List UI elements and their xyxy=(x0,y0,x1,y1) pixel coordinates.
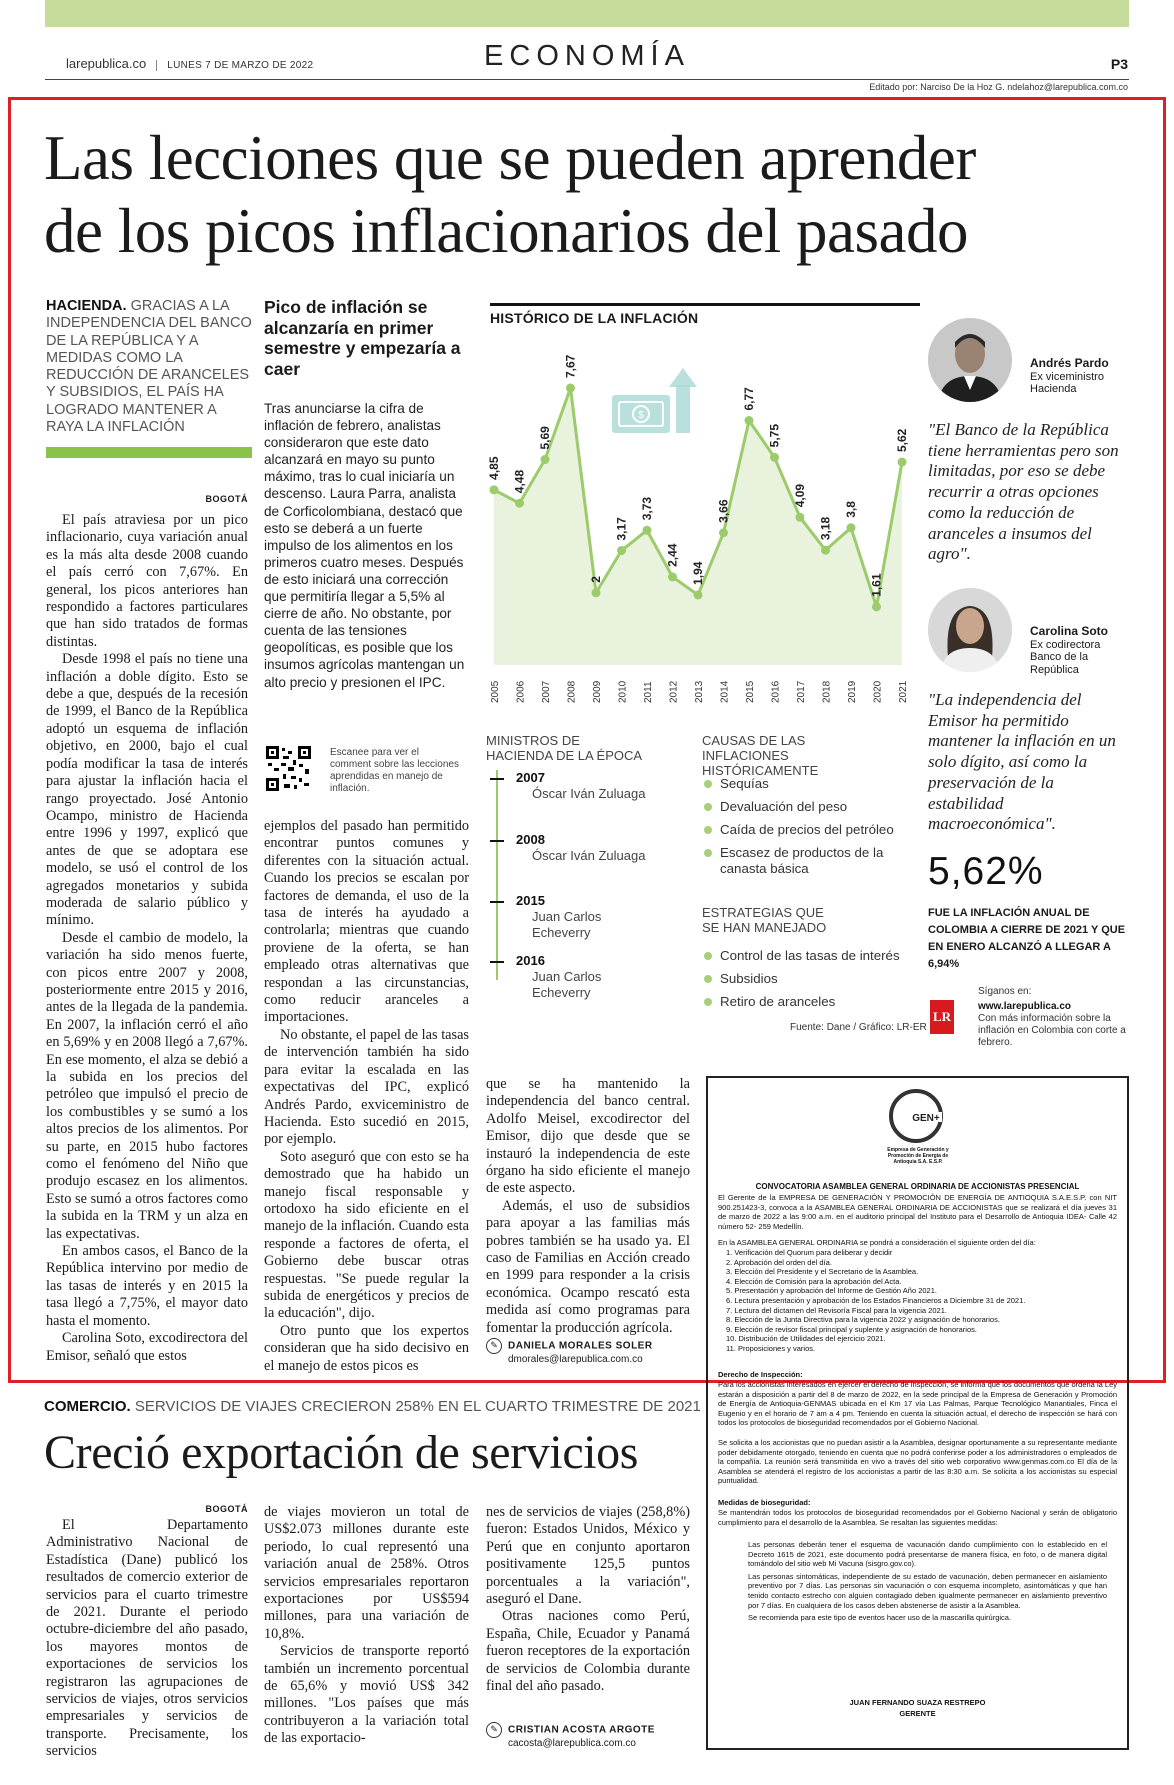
paragraph: El Departamento Administrativo Nacional de Estadística (Dane) publicó los resultados de comercio exterior de servicios para el cuarto trimestre de 2021. Durante el periodo octubre-diciembre del año pasado, los mayores montos de exportaciones de servicios los registraron las agrupaciones de servicios de viajes, otros servicios empresariales y servicios de transporte. Precisamente, los servicios xyxy=(46,1517,248,1760)
second-byline xyxy=(486,1722,691,1750)
author-name: Carolina Soto xyxy=(1030,624,1109,638)
kicker-rule xyxy=(46,447,252,458)
kicker xyxy=(46,298,252,436)
follow-label: Síganos en: xyxy=(978,986,1032,997)
bio-item: Las personas deberán tener el esquema de vacunación dando cumplimiento con lo establecido en el Decreto 1615 de 2021, este documento podrá presentarse de manera física, en foto, o de manera digital tomándolo del sitio web Mi Vacuna (sisgro.gov.co). xyxy=(748,1540,1107,1569)
agenda-item: 2. Aprobación del orden del día. xyxy=(726,1257,832,1267)
list-item: Devaluación del peso xyxy=(704,799,904,815)
avatar xyxy=(928,318,1012,402)
big-stat: 5,62% xyxy=(928,850,1044,893)
chart-tick-label: 2006 xyxy=(515,680,527,703)
ad-signer: JUAN FERNANDO SUAZA RESTREPO xyxy=(849,1698,986,1707)
minister-item: 2015 Juan Carlos Echeverry xyxy=(490,893,650,941)
chart-tick-label: 2009 xyxy=(592,680,603,703)
paragraph: Desde 1998 el país no tiene una inflación a doble dígito. Esto se debe a que, después de la recesión de 1999, el Banco de la República adoptó un esquema de inflación objetivo, en 2000, bajo el cual podía modificar la tasa de interés para ajustar la inflación hacia el rango proyectado. José Antonio Ocampo, ministro de Hacienda entre 1996 y 1997, explicó que antes de que se adoptara ese modelo, se usó el control de los agregados monetarios y subida moderada de salario público y mínimo. xyxy=(46,651,248,929)
ad-insp-text-2: Se solicita a los accionistas que no puedan asistir a la Asamblea, designar oportunamente a su representante mediante poder debidamente otorgado, teniendo en cuenta que no podrá conferirse poder a los administradores o empleados de la compañía. La reunión será transmitida en vivo a través del sitio web corporativo www.genmas.com.co El día de la Asamblea se atenderá el registro de los accionistas a partir de las 8:30 a.m. Se solicita a los accionistas su especial puntualidad. xyxy=(718,1438,1117,1486)
chart-data-label: 3,8 xyxy=(844,501,858,518)
second-column-3 xyxy=(486,1504,690,1695)
subhead: Pico de inflación se alcanzaría en primer semestre y empezaría a caer xyxy=(264,297,461,379)
chart-data-label: 5,69 xyxy=(538,426,552,450)
logo-text: GEN+ xyxy=(912,1113,940,1124)
ad-bio-text: Se mantendrán todos los protocolos de bioseguridad recomendados por el Gobierno Nacional y serán de obligatorio cumplimiento para el desarrollo de la Asamblea. Se resaltan las siguientes medidas: xyxy=(718,1508,1117,1527)
chart-tick-label: 2018 xyxy=(821,680,833,703)
strategies-title: ESTRATEGIAS QUE SE HAN MANEJADO xyxy=(702,905,827,935)
chart-data-label: 2,44 xyxy=(665,543,680,567)
list-item: Caída de precios del petróleo xyxy=(704,822,904,838)
main-headline xyxy=(44,122,1134,268)
quote-author-2 xyxy=(1030,625,1130,676)
paragraph: de viajes movieron un total de US$2.073 millones durante este periodo, lo cual representó una variación anual de 258%. Otros servicios empresariales reportaron exportaciones por US$594 millones, para una variación de 10,8%. xyxy=(264,1504,469,1642)
article-column-1 xyxy=(46,494,248,1365)
site-name[interactable]: larepublica.co xyxy=(66,56,147,71)
chart-title: HISTÓRICO DE LA INFLACIÓN xyxy=(490,310,699,326)
chart-point xyxy=(566,384,575,393)
ad-intro: El Gerente de la EMPRESA DE GENERACIÓN Y PROMOCIÓN DE ENERGÍA DE ANTIOQUIA S.A.E.S.P. con NIT 900.251423-3, convoca a la ASAMBLEA GENERAL ORDINARIA DE ACCIONISTAS que se realizará el día jueves 31 de marzo de 2022 a las 9:00 a.m. en el auditorio principal del Instituto para el Desarrollo de Antioquia IDEA- Calle 42 número 52- 259 Medellín. xyxy=(718,1193,1117,1231)
inflation-chart xyxy=(486,330,926,710)
kicker-text: SERVICIOS DE VIAJES CRECIERON 258% EN EL CUARTO TRIMESTRE DE 2021 xyxy=(134,1398,701,1415)
chart-tick-label: 2017 xyxy=(796,680,807,703)
logo-sub: Empresa de Generación y Promoción de Energía de Antioquia S.A. E.S.P. xyxy=(887,1146,949,1165)
editor-credit: Editado por: Narciso De la Hoz G. ndelahoz@larepublica.com.co xyxy=(869,82,1128,92)
chart-point xyxy=(821,546,830,555)
quote-author-1 xyxy=(1030,357,1130,396)
paragraph: nes de servicios de viajes (258,8%) fueron: Estados Unidos, México y Perú que en conjunto aportaron positivamente 125,5 puntos porcentuales a la variación", aseguró el Dane. xyxy=(486,1504,690,1608)
chart-point xyxy=(719,528,728,537)
chart-tick-label: 2020 xyxy=(872,680,884,703)
chart-data-label: 5,62 xyxy=(895,428,909,453)
paragraph: Soto aseguró que con esto se ha demostrado que ha habido un manejo fiscal responsable y ortodoxo ha sido eficiente en el manejo de la inflación. Cuando esta responde a factores de oferta, el Gobierno debe buscar otras respuestas. "Se puede regular la subida de energéticos y precios de la educación", dijo. xyxy=(264,1148,469,1322)
strategies-list xyxy=(704,948,914,1010)
dateline: BOGOTÁ xyxy=(205,1504,248,1514)
chart-tick-label: 2005 xyxy=(490,680,501,703)
agenda-item: 4. Elección de Comisión para la aprobación del Acta. xyxy=(726,1276,902,1286)
agenda-item: 10. Distribución de Utilidades del ejercicio 2021. xyxy=(726,1334,886,1344)
causes-title: CAUSAS DE LAS INFLACIONES HISTÓRICAMENTE xyxy=(702,733,819,778)
paragraph: que se ha mantenido la independencia del banco central. Adolfo Meisel, excodirector del Emisor, dijo que desde que se instauró la independencia de este órgano ha sido eficiente el manejo de este aspecto. xyxy=(486,1076,690,1197)
chart-point xyxy=(872,602,881,611)
bio-item: Las personas sintomáticas, independiente de su estado de vacunación, deben permanecer en aislamiento preventivo por 7 días. Las personas sin vacunación o con esquema incompleto, asintomáticas y que han tenido contacto estrecho con alguien contagiado deben igualmente permanecer en aislamiento preventivo por 7 días. En cualquiera de los casos deben abstenerse de asistir a la Asamblea. xyxy=(748,1571,1107,1610)
chart-point xyxy=(694,590,703,599)
paragraph: Carolina Soto, excodirectora del Emisor, señaló que estos xyxy=(46,1330,248,1364)
paragraph: Desde el cambio de modelo, la variación ha sido menos fuerte, con picos entre 2007 y 2008, posteriormente entre 2015 y 2016, antes de la llegada de la pandemia. En 2007, la inflación cerró el año en 5,69% y en 2008 llegó a 7,67%. En ese momento, el alza se debió a la subida en los precios del petróleo que impulsó el precio de los combustibles y se sumó a los altos precios de los alimentos. Por su parte, en 2015 hubo factores como el fenómeno del Niño que produjo escasez en los alimentos. Esto se sumó a otros factores como la subida en la TRM y un alza en las expectativas. xyxy=(46,929,248,1242)
list-item: Subsidios xyxy=(704,971,914,987)
agenda-item: 3. Elección del Presidente y el Secretario de la Asamblea. xyxy=(726,1267,919,1277)
second-headline: Creció exportación de servicios xyxy=(44,1426,639,1479)
headline-line-2: de los picos inflacionarios del pasado xyxy=(44,196,969,266)
byline-name: CRISTIAN ACOSTA ARGOTE xyxy=(508,1724,655,1736)
issue-date: LUNES 7 DE MARZO DE 2022 xyxy=(156,60,313,71)
agenda-item: 8. Elección de la Junta Directiva para la vigencia 2022 y asignación de honorarios. xyxy=(726,1315,1000,1325)
chart-tick-label: 2019 xyxy=(847,680,858,703)
chart-data-label: 3,66 xyxy=(716,499,731,523)
byline xyxy=(486,1338,691,1366)
chart-tick-label: 2012 xyxy=(668,680,680,703)
chart-point xyxy=(541,455,550,464)
paragraph: En ambos casos, el Banco de la República intervino por medio de las tasas de interés y en 2015 la tasa llegó a 7,75%, el mayor dato hasta el momento. xyxy=(46,1243,248,1329)
minister-item: 2016 Juan Carlos Echeverry xyxy=(490,953,650,1001)
top-color-bar xyxy=(45,0,1129,27)
chart-tick-label: 2008 xyxy=(566,680,578,703)
dateline: BOGOTÁ xyxy=(205,494,248,504)
ministers-title: MINISTROS DE HACIENDA DE LA ÉPOCA xyxy=(486,733,643,763)
header-rule xyxy=(45,79,1129,80)
second-column-2 xyxy=(264,1504,469,1748)
chart-tick-label: 2007 xyxy=(541,680,552,703)
chart-tick-label: 2013 xyxy=(694,680,705,703)
chart-tick-label: 2010 xyxy=(617,680,629,703)
kicker-label: COMERCIO. xyxy=(44,1398,131,1415)
chart-point xyxy=(668,572,677,581)
ad-agenda-intro: En la ASAMBLEA GENERAL ORDINARIA se pondrá a consideración el siguiente orden del día: xyxy=(718,1238,1036,1247)
byline-email[interactable]: dmorales@larepublica.com.co xyxy=(508,1354,643,1365)
svg-text:$: $ xyxy=(638,410,644,421)
pull-quote-2: "La independencia del Emisor ha permitido mantener la inflación en un solo dígito, así como la preservación de la estabilidad macroeconómica". xyxy=(928,690,1116,834)
paragraph: Otro punto que los expertos consideran que ha sido decisivo en el manejo de estos picos es xyxy=(264,1322,469,1374)
chart-point xyxy=(898,458,907,467)
agenda-item: 5. Presentación y aprobación del Informe de Gestión Año 2021. xyxy=(726,1286,937,1296)
subhead-text: Tras anunciarse la cifra de inflación de febrero, analistas consideraron que este dato alcanzará en mayo su punto máximo, tras lo cual iniciaría un descenso. Laura Parra, analista de Corficolombiana, destacó que esto se deberá a un fuerte impulso de los alimentos en los primeros cuatro meses. Después de esto iniciará una corrección que permitiría llegar a 5,5% al cierre de año. No obstante, por cuenta de las tensiones geopolíticas, es posible que los insumos agrícolas mantengan un alto precio y presionen el IPC. xyxy=(264,401,465,690)
follow-text: Con más información sobre la inflación en Colombia con corte a febrero. xyxy=(978,1013,1126,1048)
ad-insp-title: Derecho de Inspección: xyxy=(718,1370,803,1379)
ad-bio-list xyxy=(748,1540,1107,1623)
qr-code[interactable] xyxy=(266,746,311,791)
avatar xyxy=(928,588,1012,672)
chart-tick-label: 2015 xyxy=(745,680,756,703)
follow-box xyxy=(978,986,1133,1049)
list-item: Sequías xyxy=(704,776,904,792)
agenda-item: 1. Verificación del Quorum para deliberar y decidir xyxy=(726,1248,893,1257)
chart-tick-label: 2011 xyxy=(643,681,654,703)
chart-point xyxy=(515,499,524,508)
chart-data-label: 3,17 xyxy=(614,517,629,541)
chart-point xyxy=(796,513,805,522)
chart-point xyxy=(770,453,779,462)
chart-point xyxy=(592,588,601,597)
minister-item: 2008 Óscar Iván Zuluaga xyxy=(490,832,650,864)
chart-data-label: 4,48 xyxy=(512,469,527,494)
chart-point xyxy=(643,526,652,535)
ad-signer-role: GERENTE xyxy=(899,1709,936,1718)
list-item: Escasez de productos de la canasta básica xyxy=(704,845,904,877)
second-column-1 xyxy=(46,1504,248,1761)
chart-point xyxy=(617,546,626,555)
chart-data-label: 3,18 xyxy=(818,516,833,541)
author-role: Ex viceministro Hacienda xyxy=(1030,370,1104,395)
page-number: P3 xyxy=(1110,56,1128,72)
agenda-item: 6. Lectura presentación y aprobación de los Estados Financieros a Diciembre 31 de 2021. xyxy=(726,1295,1026,1305)
agenda-item: 7. Lectura del dictamen del Revisoría Fiscal para la vigencia 2021. xyxy=(726,1305,947,1315)
headline-line-1: Las lecciones que se pueden aprender xyxy=(44,123,976,193)
second-kicker xyxy=(44,1398,701,1415)
legal-notice-ad xyxy=(706,1076,1129,1750)
paragraph: Servicios de transporte reportó también un incremento porcentual de 65,6% y movió US$ 342 millones. "Los países que más contribuyeron a la variación total de las exportacio- xyxy=(264,1643,469,1747)
byline-email[interactable]: cacosta@larepublica.com.co xyxy=(508,1738,636,1749)
chart-title-rule xyxy=(490,303,920,306)
byline-name: DANIELA MORALES SOLER xyxy=(508,1340,653,1352)
article-column-2 xyxy=(264,818,469,1375)
qr-caption: Escanee para ver el comment sobre las lecciones aprendidas en manejo de inflación. xyxy=(330,747,459,794)
kicker-label: HACIENDA. xyxy=(46,298,127,314)
author-name: Andrés Pardo xyxy=(1030,356,1109,370)
gen-logo-icon xyxy=(888,1088,948,1144)
bio-item: Se recomienda para este tipo de eventos hacer uso de la mascarilla quirúrgica. xyxy=(748,1613,1012,1623)
chart-tick-label: 2021 xyxy=(898,680,909,703)
chart-data-label: 4,85 xyxy=(487,456,501,480)
chart-data-label: 3,73 xyxy=(640,496,654,521)
chart-tick-label: 2016 xyxy=(770,680,782,703)
chart-source: Fuente: Dane / Gráfico: LR-ER xyxy=(790,1022,927,1033)
chart-tick-label: 2014 xyxy=(719,680,731,703)
section-title: ECONOMÍA xyxy=(484,40,690,72)
chart-data-label: 7,67 xyxy=(563,354,578,379)
ad-agenda xyxy=(726,1248,1117,1354)
chart-data-label: 1,61 xyxy=(869,573,884,597)
causes-list xyxy=(704,776,904,877)
chart-point xyxy=(847,523,856,532)
money-arrow-icon xyxy=(612,368,697,433)
paragraph: El país atraviesa por un pico inflacionario, cuya variación anual es la más alta desde 2008 cuando el país cerró con 7,67%. En general, los picos anteriores han respondido a factores particulares que han sido tratados de formas distintas. xyxy=(46,512,248,650)
author-role: Ex codirectora Banco de la República xyxy=(1030,638,1101,676)
minister-item: 2007 Óscar Iván Zuluaga xyxy=(490,770,650,802)
pen-icon: ✎ xyxy=(486,1722,502,1738)
chart-data-label: 6,77 xyxy=(742,387,756,411)
pull-quote-1: "El Banco de la República tiene herramientas pero son limitadas, por eso se debe recurrir a otras opciones como la reducción de aranceles a insumos del agro". xyxy=(928,420,1119,564)
list-item: Control de las tasas de interés xyxy=(704,948,914,964)
chart-data-label: 2 xyxy=(589,576,603,583)
pen-icon: ✎ xyxy=(486,1338,502,1354)
agenda-item: 9. Elección de revisor fiscal principal y suplente y asignación de honorarios. xyxy=(726,1324,977,1334)
article-column-3 xyxy=(486,1076,690,1337)
paragraph: Además, el uso de subsidios para apoyar a las familias más pobres también se ha usado ya. El caso de Familias en Acción creado en 1999 para responder a la crisis económica. Ocampo rescató esta medida así como programas para fomentar la producción agrícola. xyxy=(486,1197,690,1336)
ad-bio-title: Medidas de bioseguridad: xyxy=(718,1498,811,1507)
big-stat-caption: FUE LA INFLACIÓN ANUAL DE COLOMBIA A CIERRE DE 2021 Y QUE EN ENERO ALCANZÓ A LLEGAR A 6,94% xyxy=(928,907,1126,970)
kicker-text: GRACIAS A LA INDEPENDENCIA DEL BANCO DE LA REPÚBLICA Y A MEDIDAS COMO LA REDUCCIÓN DE ARANCELES Y SUBSIDIOS, EL PAÍS HA LOGRADO MANTENER A RAYA LA INFLACIÓN xyxy=(46,298,252,436)
paragraph: No obstante, el papel de las tasas de intervención también ha sido para evitar la escalada en las expectativas del IPC, explicó Andrés Pardo, exviceministro de Hacienda. Esto sucedió en 2015, por ejemplo. xyxy=(264,1026,469,1148)
company-logo xyxy=(878,1088,958,1165)
ad-insp-text: Para los accionistas interesados en ejercer el derecho de inspección, se informa que los documentos que ordena la Ley estarán a disposición a partir del 8 de marzo de 2022, en la sede principal de la Empresa de Generación y Promoción de Energía de Antioquia-GENMAS ubicada en el Km 17 vía Las Palmas, Parque Tecnológico Manantiales, Finca el Eugenio y en el horario de 7 am a 4 pm. Teniendo en cuenta la situación actual, el derecho de inspección se hará con todos los protocolos de bioseguridad recomendados por el Gobierno Nacional. xyxy=(718,1380,1117,1428)
chart-point xyxy=(745,416,754,425)
chart-data-label: 1,94 xyxy=(691,561,705,585)
paragraph: ejemplos del pasado han permitido encontrar puntos comunes y diferentes con la situación actual. Cuando los precios se escalan por factores de demanda, el uso de la tasa de interés ha ayudado a controlarla; mientras que cuando proviene de la oferta, se han empleado otras alternativas que respondan a las circunstancias, como reducir aranceles a importaciones. xyxy=(264,818,469,1026)
agenda-item: 11. Proposiciones y varios. xyxy=(726,1343,816,1353)
lr-logo: LR xyxy=(930,1000,954,1034)
chart-point xyxy=(490,485,499,494)
list-item: Retiro de aranceles xyxy=(704,994,914,1010)
ad-title: CONVOCATORIA ASAMBLEA GENERAL ORDINARIA DE ACCIONISTAS PRESENCIAL xyxy=(755,1182,1080,1191)
follow-link[interactable]: www.larepublica.co xyxy=(978,1001,1071,1012)
chart-data-label: 4,09 xyxy=(793,483,807,508)
paragraph: Otras naciones como Perú, España, Chile, Ecuador y Panamá fueron receptores de la exportación de servicios de Colombia durante final del año pasado. xyxy=(486,1608,690,1695)
chart-data-label: 5,75 xyxy=(767,424,782,448)
